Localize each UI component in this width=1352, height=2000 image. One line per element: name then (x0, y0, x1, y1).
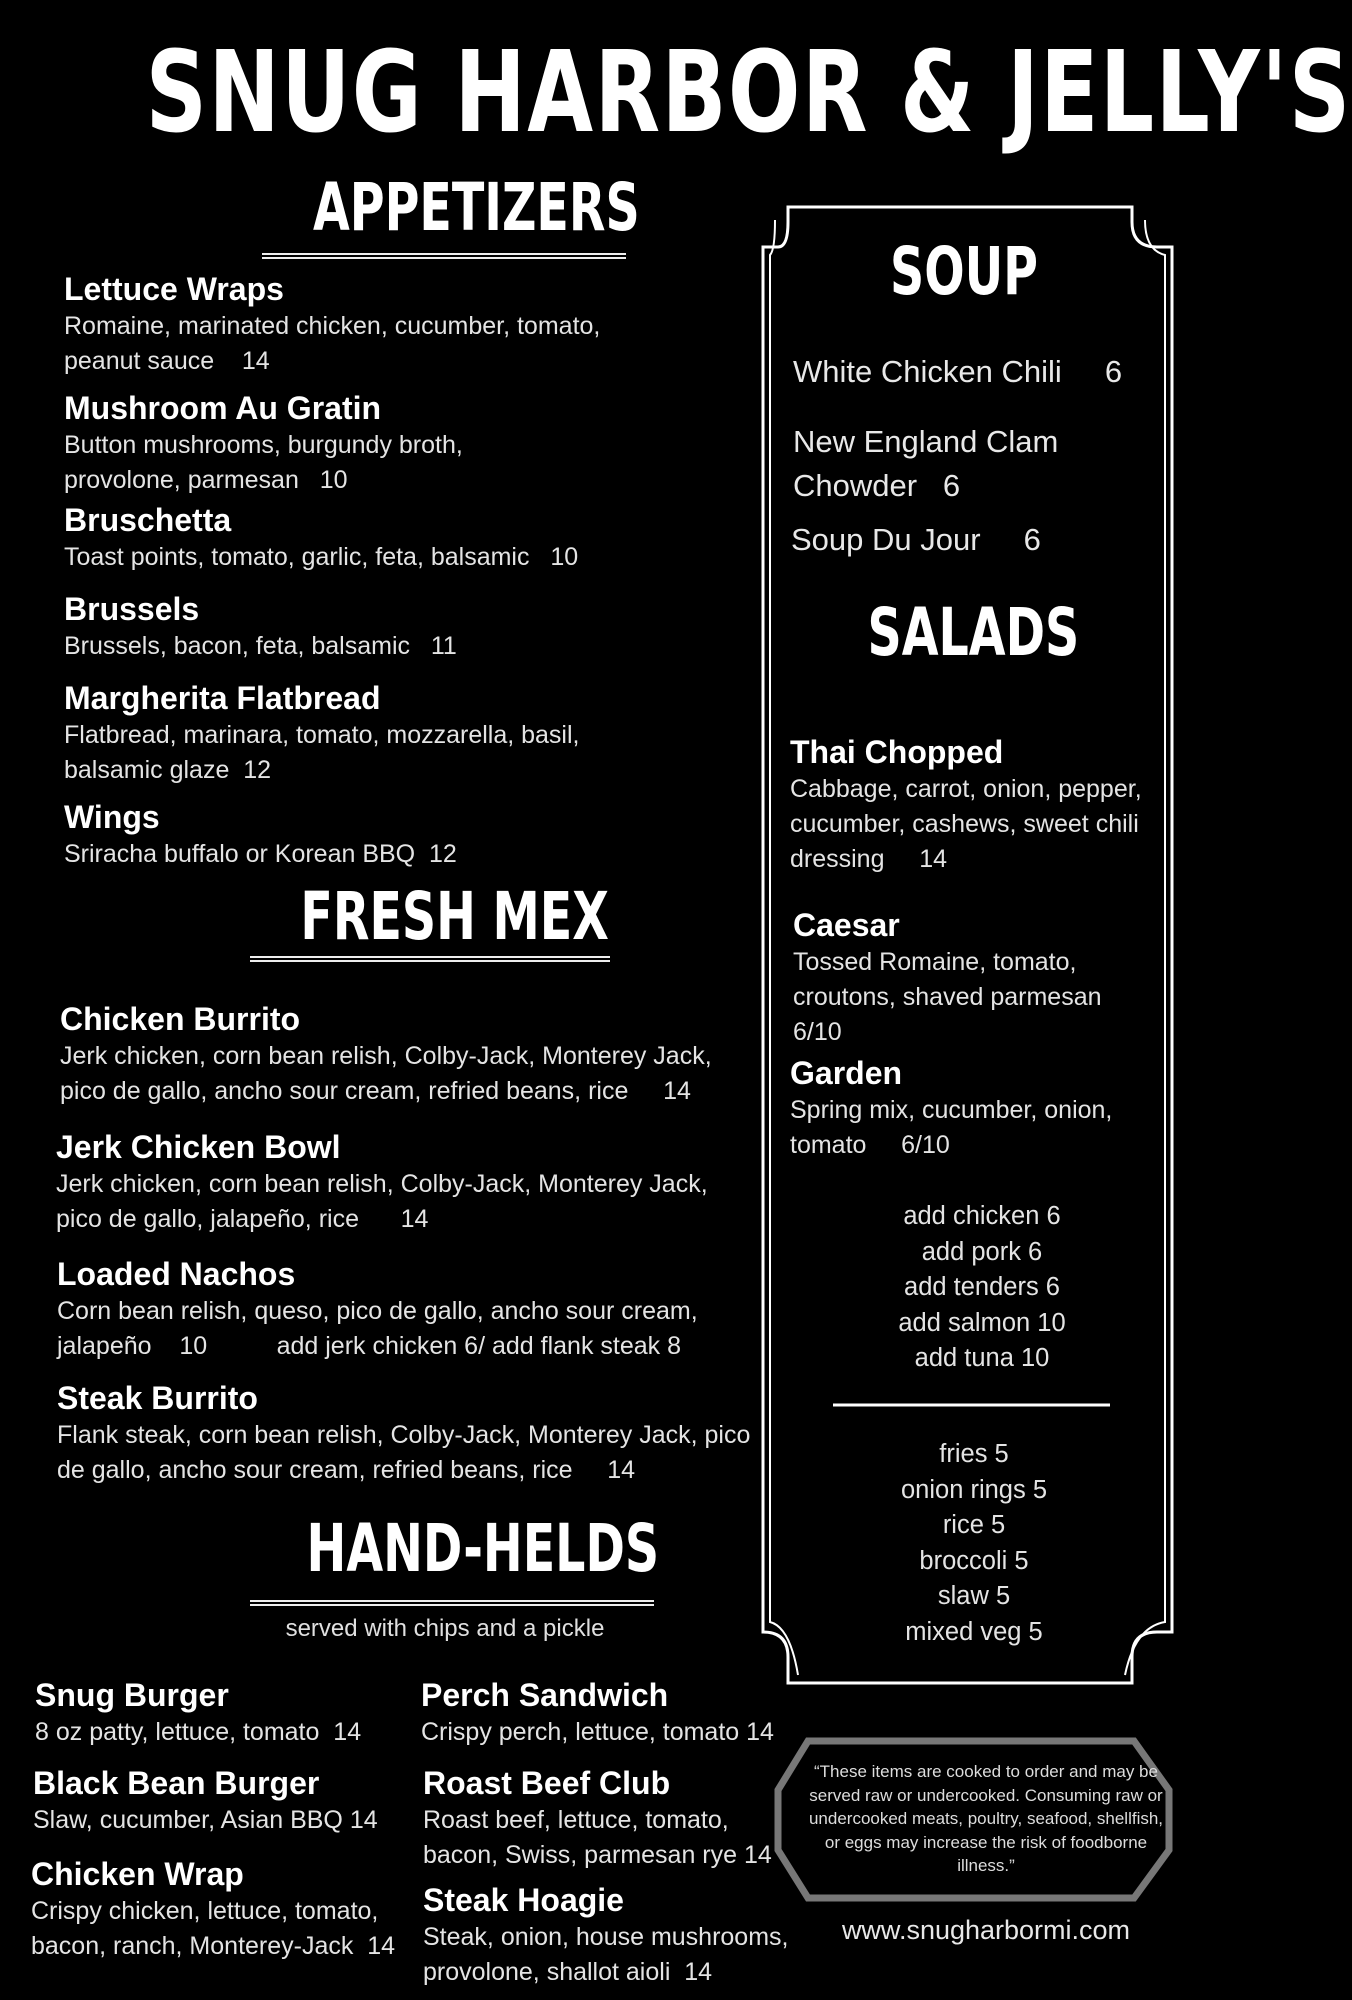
menu-item (64, 678, 580, 788)
item-name: Jerk Chicken Bowl (56, 1129, 341, 1165)
hand-helds-underline (250, 1600, 654, 1606)
menu-item (57, 1378, 750, 1488)
menu-item (790, 1053, 1112, 1163)
menu-item (31, 1854, 395, 1964)
item-name: Wings (64, 799, 160, 835)
item-description: Brussels, bacon, feta, balsamic 11 (64, 632, 457, 660)
menu-item (35, 1675, 361, 1750)
item-name: Snug Burger (35, 1677, 229, 1713)
item-description: Corn bean relish, queso, pico de gallo, ancho sour cream, jalapeño 10 add jerk chicken 6/ add flank steak 8 (57, 1297, 698, 1360)
item-name: Loaded Nachos (57, 1256, 296, 1292)
menu-item (421, 1675, 774, 1750)
side-item: mixed veg 5 (905, 1617, 1043, 1646)
side-item: broccoli 5 (919, 1546, 1029, 1575)
item-description: Flank steak, corn bean relish, Colby-Jack, Monterey Jack, pico de gallo, ancho sour cream, refried beans, rice 14 (57, 1421, 751, 1484)
item-name: Perch Sandwich (421, 1677, 669, 1713)
item-name: Thai Chopped (790, 734, 1004, 770)
salads-heading: SALADS (867, 594, 1080, 671)
item-description: 8 oz patty, lettuce, tomato 14 (35, 1718, 362, 1746)
salad-addons-list (832, 1199, 1132, 1377)
menu-item (64, 589, 457, 664)
item-description: Button mushrooms, burgundy broth, provolone, parmesan 10 (64, 431, 463, 494)
menu-item (790, 732, 1142, 877)
hand-helds-subtitle: served with chips and a pickle (285, 1615, 605, 1642)
addon-item: add pork 6 (921, 1237, 1043, 1266)
item-description: Cabbage, carrot, onion, pepper, cucumber, cashews, sweet chili dressing 14 (790, 775, 1142, 873)
item-description: Romaine, marinated chicken, cucumber, tomato, peanut sauce 14 (64, 312, 601, 375)
item-description: Jerk chicken, corn bean relish, Colby-Jack, Monterey Jack, pico de gallo, jalapeño, rice 14 (56, 1170, 708, 1233)
fresh-mex-heading: FRESH MEX (300, 878, 609, 955)
soup-item: New England Clam Chowder 6 (793, 424, 1059, 503)
menu-item (64, 388, 463, 498)
item-name: Chicken Wrap (31, 1856, 244, 1892)
side-item: rice 5 (942, 1511, 1006, 1539)
item-description: Crispy perch, lettuce, tomato 14 (421, 1718, 774, 1746)
addon-item: add tuna 10 (914, 1344, 1050, 1372)
item-name: Caesar (793, 907, 900, 943)
item-description: Tossed Romaine, tomato, croutons, shaved parmesan 6/10 (793, 948, 1102, 1046)
side-item: onion rings 5 (900, 1475, 1047, 1504)
item-description: Sriracha buffalo or Korean BBQ 12 (64, 840, 457, 868)
soup-item: White Chicken Chili 6 (793, 354, 1123, 389)
menu-item (64, 269, 600, 379)
menu-item (57, 1254, 698, 1364)
addon-item: add tenders 6 (904, 1273, 1060, 1301)
menu-item (423, 1763, 772, 1873)
item-description: Jerk chicken, corn bean relish, Colby-Jack, Monterey Jack, pico de gallo, ancho sour cream, refried beans, rice 14 (60, 1042, 712, 1105)
menu-item (64, 500, 578, 575)
soup-heading: SOUP (889, 233, 1039, 310)
item-description: Roast beef, lettuce, tomato, bacon, Swiss, parmesan rye 14 (423, 1806, 772, 1869)
item-description: Spring mix, cucumber, onion, tomato 6/10 (790, 1096, 1113, 1159)
menu-item (793, 905, 1102, 1050)
soup-item: Soup Du Jour 6 (791, 522, 1041, 557)
sides-list (824, 1437, 1124, 1650)
item-name: Garden (790, 1055, 903, 1091)
item-name: Roast Beef Club (423, 1765, 671, 1801)
item-name: Lettuce Wraps (64, 271, 284, 307)
menu-item (60, 999, 712, 1109)
menu-item (423, 1880, 788, 1990)
item-name: Bruschetta (64, 502, 232, 538)
item-name: Chicken Burrito (60, 1001, 301, 1037)
website-link[interactable]: www.snugharbormi.com (841, 1915, 1131, 1945)
appetizers-heading: APPETIZERS (312, 169, 640, 246)
food-safety-notice: “These items are cooked to order and may be served raw or undercooked. Consuming raw or undercooked meats, poultry, seafood, shellfish, or eggs may increase the risk of foodborne illness.” (808, 1762, 1164, 1875)
side-item: slaw 5 (937, 1582, 1011, 1610)
addon-item: add salmon 10 (898, 1308, 1066, 1337)
item-description: Crispy chicken, lettuce, tomato, bacon, ranch, Monterey-Jack 14 (31, 1897, 396, 1960)
item-name: Brussels (64, 591, 200, 627)
hand-helds-heading: HAND-HELDS (306, 1510, 660, 1587)
item-description: Steak, onion, house mushrooms, provolone, shallot aioli 14 (423, 1923, 789, 1986)
fresh-mex-underline (250, 956, 610, 962)
restaurant-title: SNUG HARBOR & JELLY'S (145, 28, 1352, 158)
item-name: Steak Hoagie (423, 1882, 624, 1918)
appetizers-underline (262, 253, 626, 259)
menu-item (33, 1763, 378, 1838)
menu-item (56, 1127, 708, 1237)
addon-item: add chicken 6 (903, 1202, 1061, 1230)
item-name: Margherita Flatbread (64, 680, 381, 716)
item-description: Slaw, cucumber, Asian BBQ 14 (33, 1806, 378, 1834)
item-name: Black Bean Burger (33, 1765, 320, 1801)
item-name: Steak Burrito (57, 1380, 258, 1416)
item-name: Mushroom Au Gratin (64, 390, 382, 426)
item-description: Toast points, tomato, garlic, feta, balsamic 10 (64, 543, 579, 571)
side-item: fries 5 (939, 1440, 1009, 1468)
menu-item (64, 797, 457, 872)
item-description: Flatbread, marinara, tomato, mozzarella, basil, balsamic glaze 12 (64, 721, 580, 784)
